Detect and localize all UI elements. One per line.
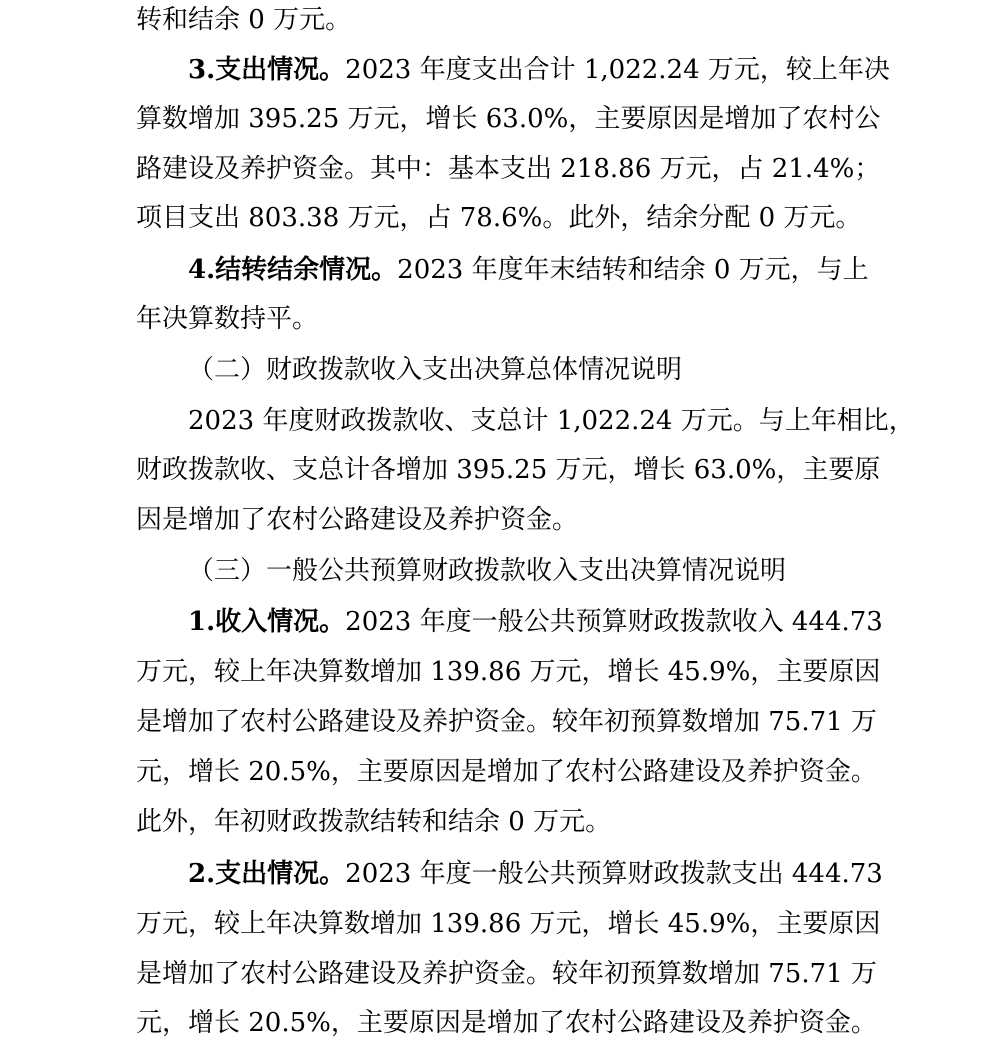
text-line xyxy=(136,99,880,139)
line-text: 是增加了农村公路建设及养护资金。较年初预算数增加 75.71 万 xyxy=(136,707,877,737)
text-line xyxy=(136,0,351,40)
text-line xyxy=(136,904,880,944)
line-text: 此外，年初财政拨款结转和结余 0 万元。 xyxy=(136,807,612,837)
line-text: 万元，较上年决算数增加 139.86 万元，增长 45.9%，主要原因 xyxy=(136,909,881,939)
heading-text: （三）一般公共预算财政拨款收入支出决算情况说明 xyxy=(188,556,787,586)
paragraph-income xyxy=(188,602,883,642)
section-lead: 3.支出情况。 xyxy=(188,55,346,85)
paragraph-carryover xyxy=(188,250,869,290)
text-line xyxy=(136,299,318,339)
line-text: 因是增加了农村公路建设及养护资金。 xyxy=(136,505,579,535)
line-text: 2023 年度一般公共预算财政拨款收入 444.73 xyxy=(345,607,883,637)
section-heading xyxy=(188,551,786,591)
line-text: 元，增长 20.5%，主要原因是增加了农村公路建设及养护资金。 xyxy=(136,757,877,787)
line-text: 是增加了农村公路建设及养护资金。较年初预算数增加 75.71 万 xyxy=(136,959,877,989)
paragraph-expenditure-general xyxy=(188,854,883,894)
section-lead: 1.收入情况。 xyxy=(188,607,346,637)
text-line xyxy=(188,401,915,441)
line-text: 路建设及养护资金。其中：基本支出 218.86 万元，占 21.4%； xyxy=(136,154,881,184)
text-line xyxy=(136,702,877,742)
line-text: 转和结余 0 万元。 xyxy=(136,5,352,35)
section-heading xyxy=(188,350,682,390)
text-line xyxy=(136,954,877,994)
text-line xyxy=(136,1003,877,1043)
line-text: 2023 年度财政拨款收、支总计 1,022.24 万元。与上年相比， xyxy=(188,406,915,436)
text-line xyxy=(136,198,861,238)
section-lead: 4.结转结余情况。 xyxy=(188,255,398,285)
text-line xyxy=(136,149,880,189)
section-lead: 2.支出情况。 xyxy=(188,859,346,889)
paragraph-expenditure xyxy=(188,50,890,90)
line-text: 2023 年度支出合计 1,022.24 万元，较上年决 xyxy=(345,55,890,85)
text-line xyxy=(136,652,880,692)
line-text: 年决算数持平。 xyxy=(136,304,319,334)
heading-text: （二）财政拨款收入支出决算总体情况说明 xyxy=(188,355,683,385)
text-line xyxy=(136,752,877,792)
text-line xyxy=(136,500,578,540)
line-text: 算数增加 395.25 万元，增长 63.0%，主要原因是增加了农村公 xyxy=(136,104,881,134)
line-text: 万元，较上年决算数增加 139.86 万元，增长 45.9%，主要原因 xyxy=(136,657,881,687)
line-text: 财政拨款收、支总计各增加 395.25 万元，增长 63.0%，主要原 xyxy=(136,455,881,485)
line-text: 2023 年度年末结转和结余 0 万元，与上 xyxy=(397,255,869,285)
text-line xyxy=(136,802,611,842)
text-line xyxy=(136,450,880,490)
line-text: 2023 年度一般公共预算财政拨款支出 444.73 xyxy=(345,859,883,889)
line-text: 项目支出 803.38 万元，占 78.6%。此外，结余分配 0 万元。 xyxy=(136,203,862,233)
line-text: 元，增长 20.5%，主要原因是增加了农村公路建设及养护资金。 xyxy=(136,1008,877,1038)
